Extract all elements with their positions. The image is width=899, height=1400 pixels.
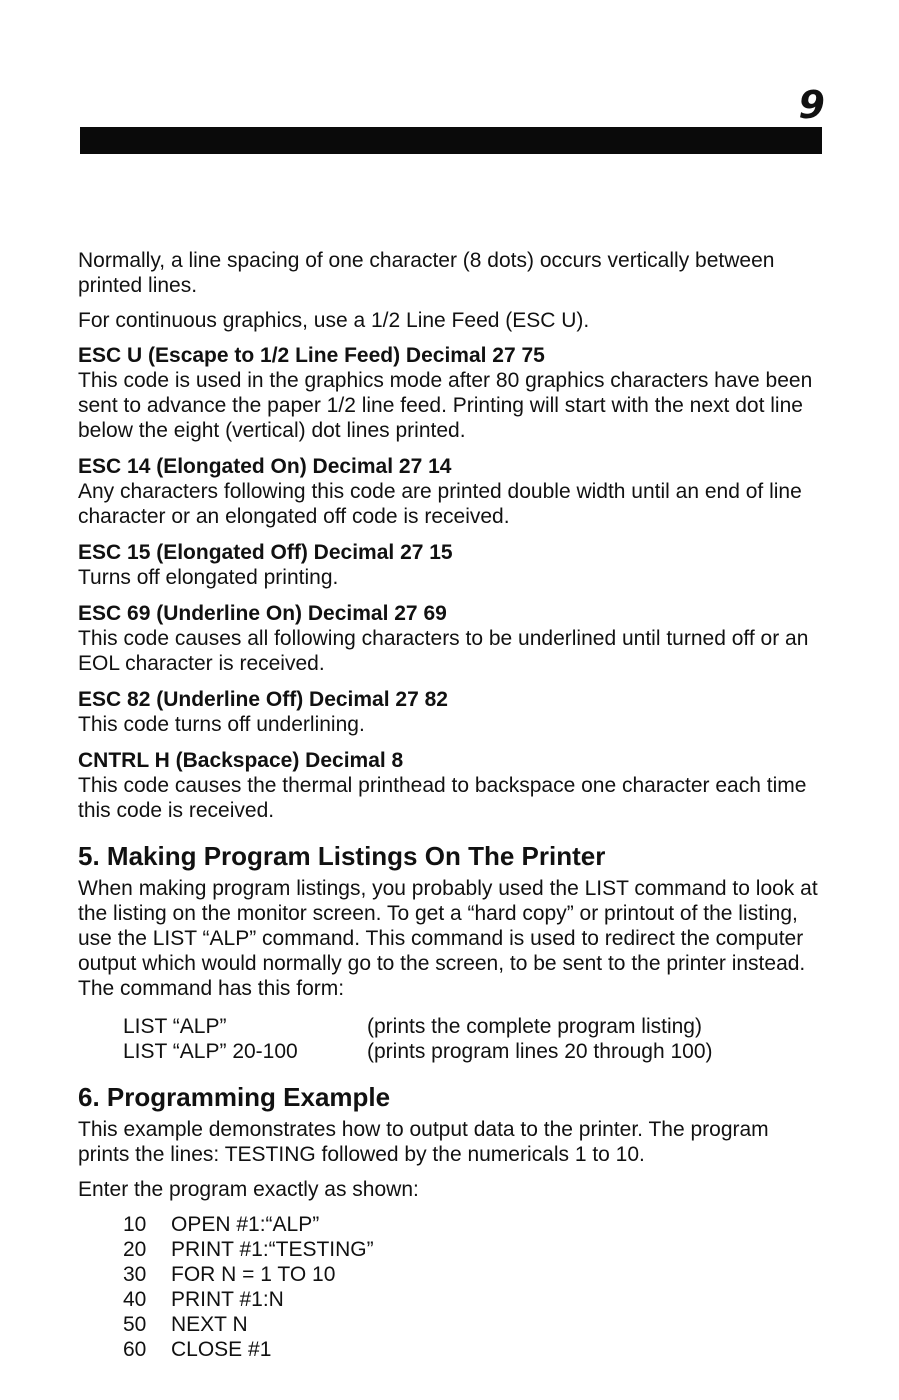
line-number: 40 — [123, 1288, 147, 1311]
program-line — [123, 1337, 820, 1362]
code-title: ESC 14 (Elongated On) Decimal 27 14 — [78, 455, 452, 478]
program-line — [123, 1262, 820, 1287]
program-line — [123, 1212, 820, 1237]
code-title: ESC 82 (Underline Off) Decimal 27 82 — [78, 688, 448, 711]
line-code: PRINT #1:N — [171, 1288, 284, 1311]
code-description: This code is used in the graphics mode after 80 graphics characters have been sent to advance the paper 1/2 line feed. Printing will start with the next dot line below the eight (vertical) dot lines printed. — [78, 369, 813, 442]
intro-paragraph: Normally, a line spacing of one character (8 dots) occurs vertically between printed lines. — [78, 249, 775, 297]
section-heading: 6. Programming Example — [78, 1082, 391, 1112]
line-code: NEXT N — [171, 1313, 248, 1336]
code-description: This code causes the thermal printhead to backspace one character each time this code is received. — [78, 774, 807, 822]
code-title: ESC 69 (Underline On) Decimal 27 69 — [78, 602, 447, 625]
line-number: 20 — [123, 1238, 147, 1261]
program-line — [123, 1237, 820, 1262]
code-description: This code turns off underlining. — [78, 713, 365, 736]
section-paragraph: When making program listings, you probably used the LIST command to look at the listing on the monitor screen. To get a “hard copy” or printout of the listing, use the LIST “ALP” command. This command is used to redirect the computer output which would normally go to the screen, to be sent to the printer instead. The command has this form: — [78, 877, 818, 1000]
command-table — [123, 1014, 820, 1064]
section-paragraph: This example demonstrates how to output data to the printer. The program prints the lines: TESTING followed by the numericals 1 to 10. — [78, 1118, 769, 1166]
command-row — [123, 1039, 820, 1064]
code-description: Turns off elongated printing. — [78, 566, 339, 589]
line-number: 30 — [123, 1263, 147, 1286]
line-number: 60 — [123, 1338, 147, 1361]
command-text: LIST “ALP” — [123, 1015, 227, 1038]
code-entry — [78, 687, 820, 737]
code-entry — [78, 343, 820, 443]
code-title: CNTRL H (Backspace) Decimal 8 — [78, 749, 404, 772]
code-entry — [78, 540, 820, 590]
line-number: 10 — [123, 1213, 147, 1236]
code-entry — [78, 748, 820, 823]
program-line — [123, 1312, 820, 1337]
program-line — [123, 1287, 820, 1312]
line-number: 50 — [123, 1313, 147, 1336]
command-text: LIST “ALP” 20-100 — [123, 1040, 298, 1063]
line-code: OPEN #1:“ALP” — [171, 1213, 320, 1236]
line-code: PRINT #1:“TESTING” — [171, 1238, 374, 1261]
code-title: ESC 15 (Elongated Off) Decimal 27 15 — [78, 541, 453, 564]
command-row — [123, 1014, 820, 1039]
command-description: (prints program lines 20 through 100) — [367, 1040, 713, 1063]
page-number: 9 — [798, 83, 825, 127]
code-entry — [78, 454, 820, 529]
intro-paragraph: For continuous graphics, use a 1/2 Line Feed (ESC U). — [78, 309, 590, 332]
program-listing — [123, 1212, 820, 1362]
header-rule — [80, 127, 822, 154]
instruction-text: Enter the program exactly as shown: — [78, 1178, 419, 1201]
command-description: (prints the complete program listing) — [367, 1015, 702, 1038]
line-code: FOR N = 1 TO 10 — [171, 1263, 336, 1286]
section-heading: 5. Making Program Listings On The Printer — [78, 841, 606, 871]
page-content — [78, 248, 820, 1362]
code-title: ESC U (Escape to 1/2 Line Feed) Decimal 27 75 — [78, 344, 545, 367]
code-description: Any characters following this code are printed double width until an end of line character or an elongated off code is received. — [78, 480, 802, 528]
line-code: CLOSE #1 — [171, 1338, 272, 1361]
code-description: This code causes all following characters to be underlined until turned off or an EOL character is received. — [78, 627, 809, 675]
code-entry — [78, 601, 820, 676]
